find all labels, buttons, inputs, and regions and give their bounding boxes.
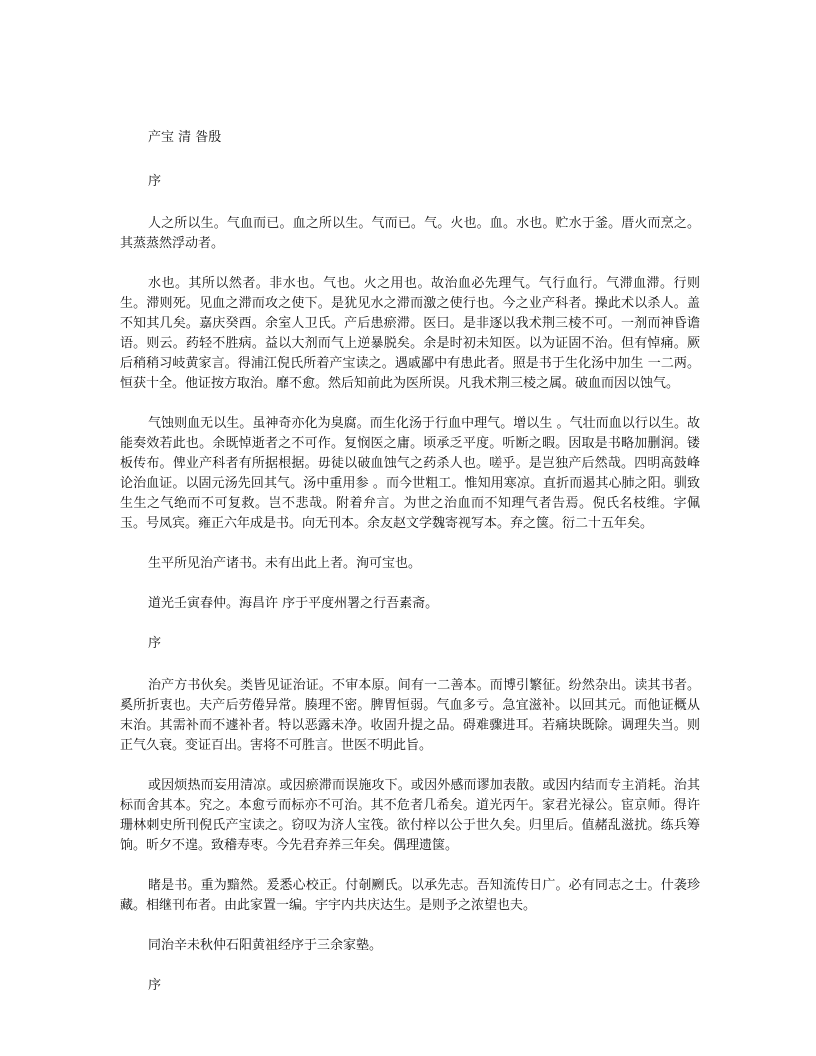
paragraph-5: 治产方书伙矣。类皆见证治证。不审本原。间有一二善本。而博引繁征。纷然杂出。读其书者。奚所折衷也。夫产后劳倦异常。腠理不密。脾胃恒弱。气血多亏。急宜滋补。以回其元。而他证概从末治。其需补而不遽补者。特以恶露未净。收固升提之品。碍难骤进耳。若痛块既除。调理失当。则正气久衰。变证百出。害将不可胜言。世医不明此旨。 (120, 678, 700, 753)
signature-1: 道光壬寅春仲。海昌许 序于平度州署之行吾素斋。 (148, 596, 439, 611)
document-page (120, 128, 700, 1018)
paragraph-6: 或因烦热而妄用清凉。或因瘀滞而误施攻下。或因外感而谬加表散。或因内结而专主消耗。治其标而舍其本。究之。本愈亏而标亦不可治。其不危者几希矣。道光丙午。家君光禄公。宦京师。得许珊林刺史所刊倪氏产宝读之。窃叹为济人宝筏。欲付梓以公于世久矣。归里后。值赭乱滋扰。练兵筹饷。昕夕不遑。致稽寿枣。今先君弃养三年矣。偶理遗箧。 (120, 778, 700, 853)
preface-heading-3: 序 (148, 978, 162, 993)
preface-heading-2: 序 (148, 636, 162, 651)
paragraph-4: 生平所见治产诸书。未有出此上者。洵可宝也。 (148, 556, 422, 571)
paragraph-7: 睹是书。重为黯然。爰悉心校正。付剞劂氏。以承先志。吾知流传日广。必有同志之士。什袭珍藏。相继刊布者。由此家置一编。宇宇内共庆达生。是则予之浓望也夫。 (120, 878, 700, 913)
document-title: 产宝 清 昝殷 (148, 130, 222, 145)
paragraph-3: 气蚀则血无以生。虽神奇亦化为臭腐。而生化汤于行血中理气。增以生 。气壮而血以行以生。故能奏效若此也。余既悼逝者之不可作。复悯医之庸。顷承乏平度。听断之暇。因取是书略加删润。镂板传布。俾业产科者有所据根据。毋徒以破血蚀气之药杀人也。嗟乎。是岂独产后然哉。四明高鼓峰论治血证。以固元汤先回其气。汤中重用参 。而今世粗工。惟知用寒凉。直折而遏其心肺之阳。驯致生生之气绝而不可复救。岂不悲哉。附着弁言。为世之治血而不知理气者告焉。倪氏名枝维。字佩玉。号凤宾。雍正六年成是书。向无刊本。余友赵文学魏寄视写本。弃之箧。衍二十五年矣。 (120, 416, 700, 531)
paragraph-2: 水也。其所以然者。非水也。气也。火之用也。故治血必先理气。气行血行。气滞血滞。行则生。滞则死。见血之滞而攻之使下。是犹见水之滞而激之使行也。今之业产科者。操此术以杀人。盖不知其几矣。嘉庆癸酉。余室人卫氏。产后患瘀滞。医曰。是非逐以我术荆三棱不可。一剂而神昏谵语。则云。药轻不胜病。益以大剂而气上逆暴脱矣。余是时初未知医。以为证固不治。但有悼痛。厥后稍稍习岐黄家言。得浦江倪氏所着产宝读之。遇戚鄙中有患此者。照是书于生化汤中加生 一二两。恒获十全。他证按方取治。靡不愈。然后知前此为医所误。凡我术荆三棱之属。破血而因以蚀气。 (120, 276, 700, 391)
preface-heading-1: 序 (148, 174, 162, 189)
paragraph-1: 人之所以生。气血而已。血之所以生。气而已。气。火也。血。水也。贮水于釜。厝火而烹之。其蒸蒸然浮动者。 (120, 216, 700, 251)
signature-2: 同治辛未秋仲石阳黄祖经序于三余家塾。 (148, 938, 383, 953)
